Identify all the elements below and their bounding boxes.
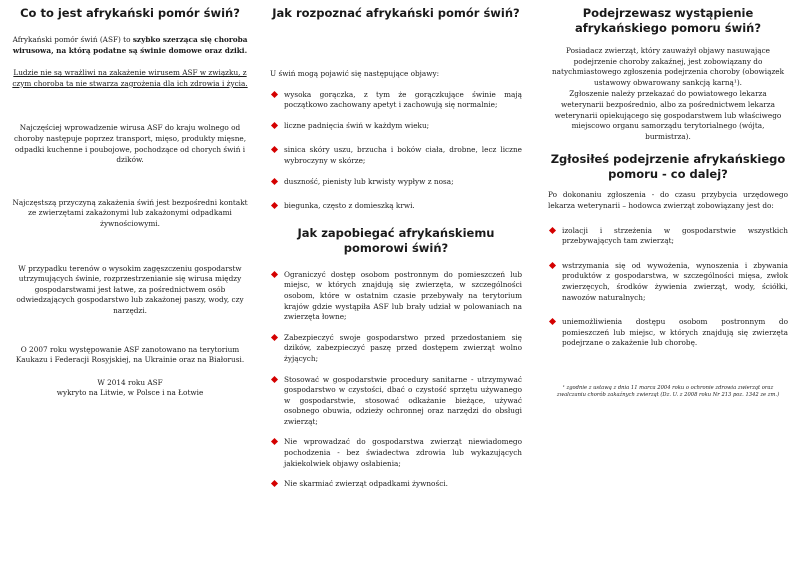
infection-cause-paragraph: Najczęstszą przyczyną zakażenia świń jest bezpośredni kontakt ze zwierzętami zakażonymi lub zakażonymi odpadkami żywnościowymi. [12,197,248,228]
report-recipient-paragraph: Zgłoszenie należy przekazać do powiatowego lekarza weterynarii bezpośrednio, albo za pośrednictwem lekarza weterynarii opiekującego się gospodarstwem lub właściwego miejscowo organu samorządu terytorialnego (wójta, burmistrza). [554,89,782,141]
heading-what-next: Zgłosiłeś podejrzenie afrykańskiego pomoru - co dalej? [550,152,786,182]
symptom-item: duszność, pienisty lub krwisty wypływ z nosa; [270,177,522,188]
red-diamond-bullet-icon [271,122,278,129]
prevention-item: Ograniczyć dostęp osobom postronnym do pomieszczeń lub miejsc, w których znajdują się zwierzęta, w szczególności osobom, które w ostatnim czasie przebywały na terytorium krajów gdzie wystąpiła ASF lub brały udział w polowaniach na zwierzęta łowne; [270,270,522,323]
detection-2014-line2: wykryto na Litwie, w Polsce i na Łotwie [56,388,204,398]
symptom-item: wysoka gorączka, z tym że gorączkujące świnie mają początkowo zachowany apetyt i zachowują się normalnie; [270,90,522,111]
reporting-obligation-paragraph: Posiadacz zwierząt, który zauważył objawy nasuwające podejrzenie choroby zakaźnej, jest zobowiązany do natychmiastowego zgłoszenia podejrzenia choroby (obowiązek ustawowy obwarowany sankcją karną¹). [551,46,785,87]
red-diamond-bullet-icon [549,226,556,233]
heading-what-is-asf: Co to jest afrykański pomór świń? [20,6,240,20]
red-diamond-bullet-icon [271,438,278,445]
red-diamond-bullet-icon [549,262,556,269]
prevention-item: Nie wprowadzać do gospodarstwa zwierząt niewiadomego pochodzenia - bez świadectwa zdrowia lub wykazujących jakiekolwiek objawy osłabienia; [270,437,522,469]
duty-item: uniemożliwienia dostępu osobom postronnym do pomieszczeń lub miejsc, w których znajdują się zwierzęta podejrzane o zakażenie lub chorobę. [548,317,788,349]
intro-paragraph: Afrykański pomór świń (ASF) to szybko szerząca się choroba wirusowa, na którą podatne są świnie domowe oraz dziki. [12,35,248,55]
transmission-paragraph: Najczęściej wprowadzenie wirusa ASF do kraju wolnego od choroby następuje poprzez transport, mięso, produkty mięsne, odpadki kuchenne i poubojowe, pochodzące od chorych świń i dzików. [13,123,247,165]
history-paragraph: O 2007 roku występowanie ASF zanotowano na terytorium Kaukazu i Federacji Rosyjskiej, na Ukrainie oraz na Białorusi. [15,344,245,365]
column-suspicion-report [548,6,788,399]
red-diamond-bullet-icon [271,271,278,278]
symptom-item: sinica skóry uszu, brzucha i boków ciała, drobne, lecz liczne wybroczyny w skórze; [270,145,522,166]
red-diamond-bullet-icon [271,146,278,153]
detection-2014-line1: W 2014 roku ASF [97,377,163,387]
column-what-is-asf [10,6,250,399]
heading-prevent-asf: Jak zapobiegać afrykańskiemu pomorowi świń? [297,225,495,255]
symptom-item: biegunka, często z domieszką krwi. [270,201,522,212]
red-diamond-bullet-icon [271,375,278,382]
red-diamond-bullet-icon [271,178,278,185]
red-diamond-bullet-icon [271,91,278,98]
red-diamond-bullet-icon [271,334,278,341]
symptoms-intro: U świń mogą pojawić się następujące objawy: [270,69,440,78]
prevention-item: Nie skarmiać zwierząt odpadkami żywności. [270,479,522,490]
prevention-list [270,270,522,490]
prevention-item: Stosować w gospodarstwie procedury sanitarne - utrzymywać gospodarstwo w czystości, dbać o czystość sprzętu używanego w gospodarstwie, stosować odkażanie bieżące, używać osobnego obuwia, odzieży ochronnej oraz narzędzi do obsługi zwierząt; [270,375,522,428]
breeder-duties-intro: Po dokonaniu zgłoszenia - do czasu przybycia urzędowego lekarza weterynarii – hodowca zwierząt zobowiązany jest do: [548,190,788,210]
footnote: ¹ zgodnie z ustawą z dnia 11 marca 2004 roku o ochronie zdrowia zwierząt oraz zwalczaniu chorób zakaźnych zwierząt (Dz. U. z 2008 roku Nr 213 poz. 1342 ze zm.) [556,384,780,398]
duty-item: wstrzymania się od wywożenia, wynoszenia i zbywania produktów z gospodarstwa, w szczególności mięsa, zwłok zwierzęcych, środków żywienia zwierząt, wody, ściółki, nawozów naturalnych; [548,261,788,303]
symptom-item: liczne padnięcia świń w każdym wieku; [270,121,522,132]
prevention-item: Zabezpieczyć swoje gospodarstwo przed przedostaniem się dzików, zabezpieczyć paszę przed dostępem zwierząt wolno żyjących; [270,333,522,365]
humans-not-susceptible-note: Ludzie nie są wrażliwi na zakażenie wirusem ASF w związku, z czym choroba ta nie stwarza zagrożenia dla ich zdrowia i życia. [12,68,248,88]
breeder-duties-list [548,226,788,349]
heading-suspect-asf: Podejrzewasz wystąpienie afrykańskiego pomoru świń? [574,6,762,35]
red-diamond-bullet-icon [549,318,556,325]
farm-density-paragraph: W przypadku terenów o wysokim zagęszczeniu gospodarstw utrzymujących świnie, rozprzestrzenianie się wirusa między gospodarstwami jest łatwe, za pośrednictwem osób odwiedzających gospodarstwo lub zakażonej paszy, wody, czy narzędzi. [16,263,244,315]
symptoms-list [270,90,522,212]
red-diamond-bullet-icon [271,202,278,209]
column-recognize-prevent [270,6,522,490]
heading-recognize-asf: Jak rozpoznać afrykański pomór świń? [272,6,520,20]
red-diamond-bullet-icon [271,480,278,487]
duty-item: izolacji i strzeżenia w gospodarstwie wszystkich przebywających tam zwierząt; [548,226,788,247]
